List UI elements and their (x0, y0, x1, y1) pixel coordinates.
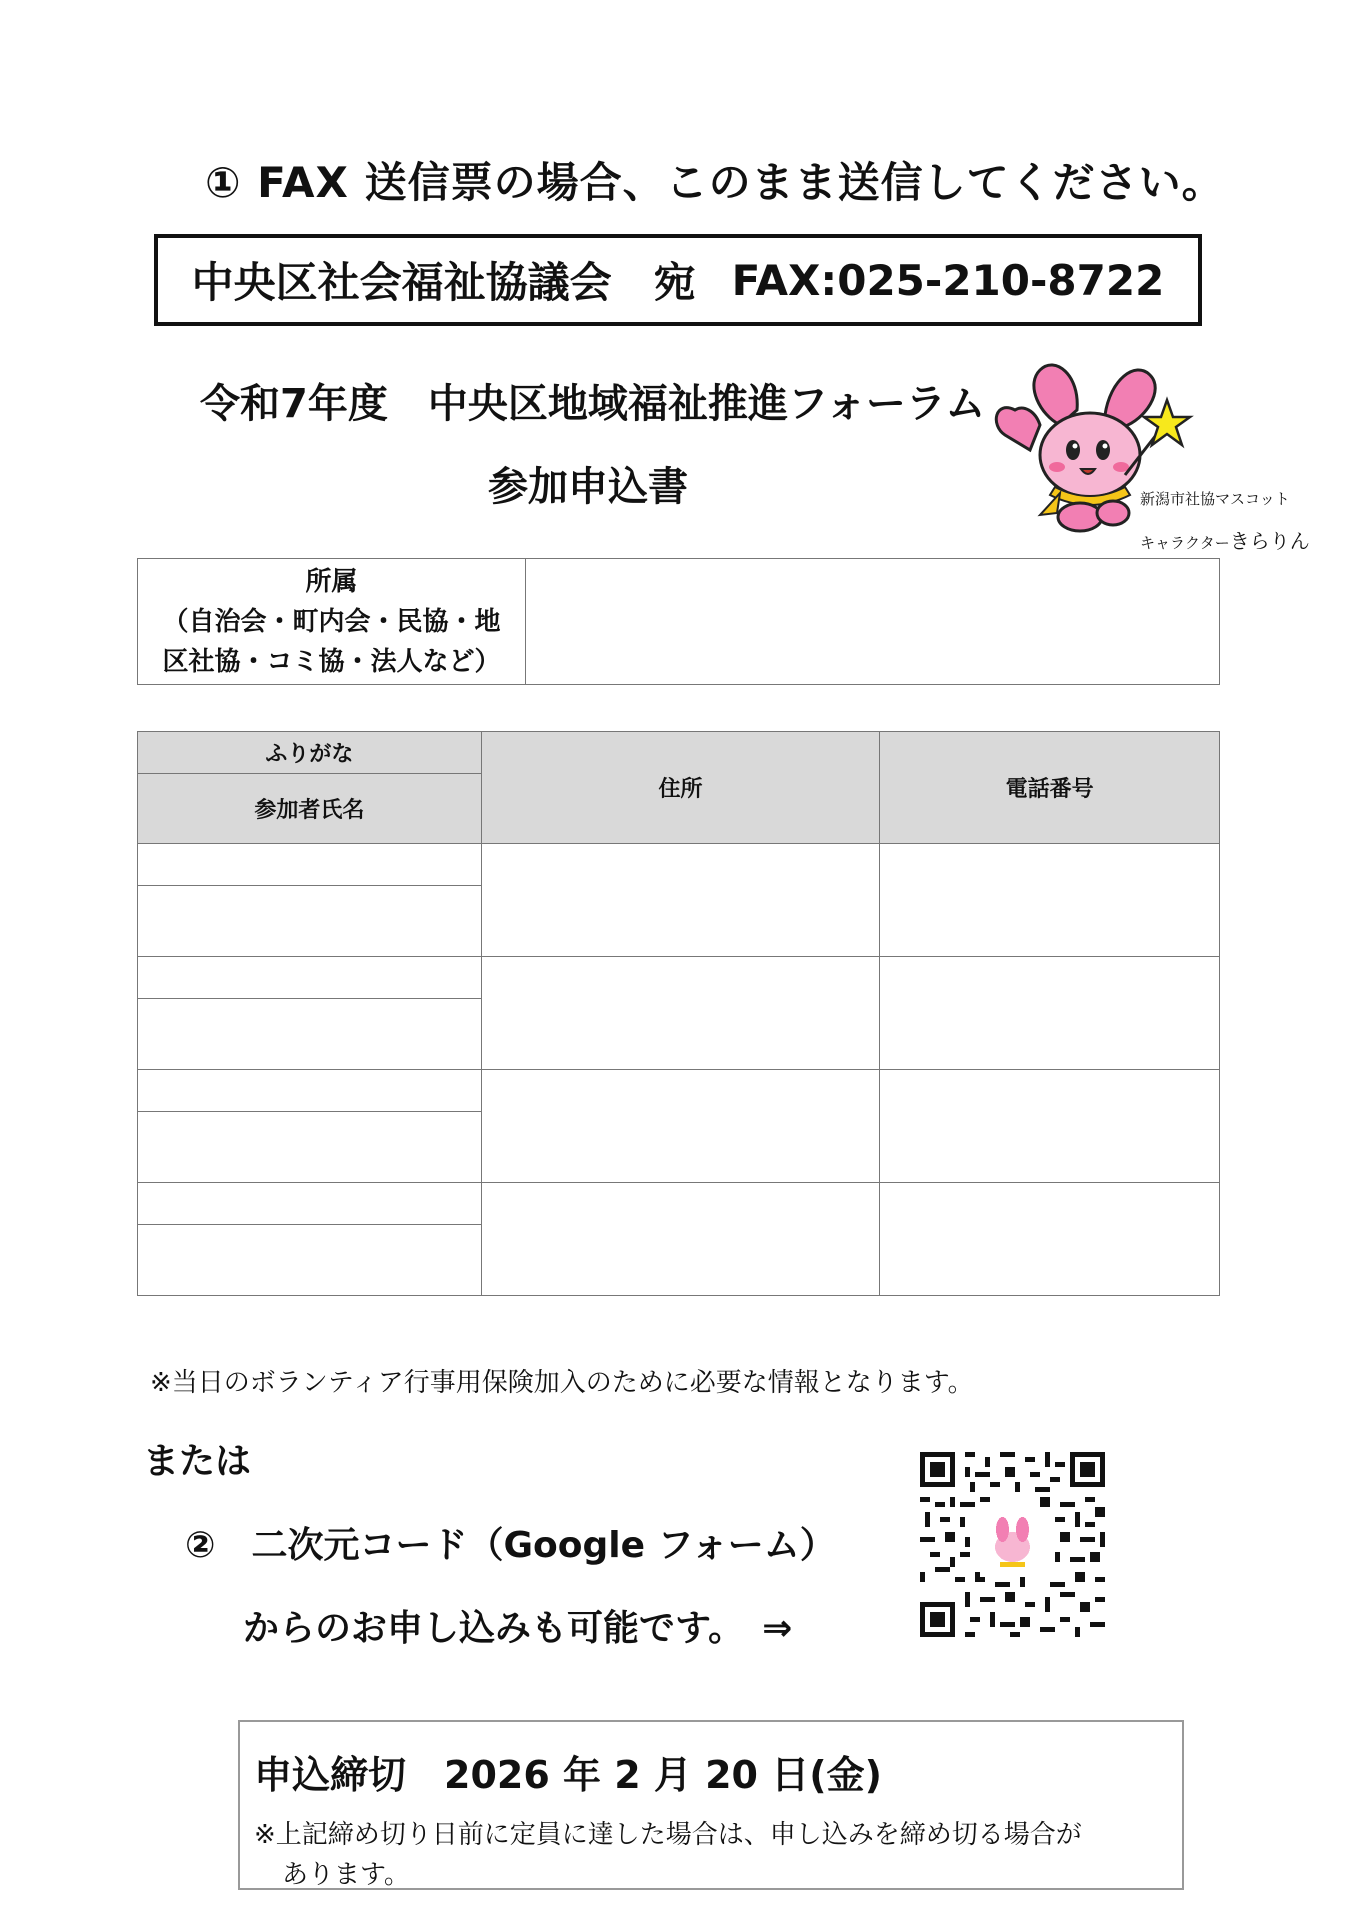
furigana-cell-4[interactable] (138, 1183, 482, 1225)
name-cell-1[interactable] (138, 886, 482, 957)
affiliation-input[interactable] (526, 559, 1220, 685)
fax-destination-box (154, 234, 1202, 326)
fax-recipient: 中央区社会福祉協議会 宛 (191, 258, 696, 307)
mascot-caption: 新潟市社協マスコット (1140, 490, 1290, 508)
mascot-caption-prefix: キャラクター (1140, 534, 1230, 552)
address-header: 住所 (481, 732, 880, 844)
deadline-box (238, 1720, 1184, 1890)
qr-instruction-line1: ② 二次元コード（Google フォーム） (185, 1525, 836, 1566)
affiliation-label (138, 559, 526, 685)
address-cell-4[interactable] (481, 1183, 880, 1296)
furigana-header: ふりがな (138, 732, 482, 774)
name-cell-3[interactable] (138, 1112, 482, 1183)
fax-number: FAX:025-210-8722 (731, 255, 1165, 305)
insurance-note: ※当日のボランティア行事用保険加入のために必要な情報となります。 (150, 1368, 974, 1398)
form-subtitle: 参加申込書 (488, 464, 688, 510)
participants-table (137, 731, 1220, 1296)
form-title: 令和7年度 中央区地域福祉推進フォーラム (200, 381, 986, 427)
affiliation-label-line2: （自治会・町内会・民協・地 (162, 606, 501, 637)
phone-cell-2[interactable] (880, 957, 1220, 1070)
name-cell-2[interactable] (138, 999, 482, 1070)
deadline-note-line1: ※上記締め切り日前に定員に達した場合は、申し込みを締め切る場合が (254, 1820, 1082, 1850)
address-cell-2[interactable] (481, 957, 880, 1070)
phone-cell-3[interactable] (880, 1070, 1220, 1183)
affiliation-label-line3: 区社協・コミ協・法人など） (162, 646, 501, 677)
name-cell-4[interactable] (138, 1225, 482, 1296)
furigana-cell-1[interactable] (138, 844, 482, 886)
deadline-title: 申込締切 2026 年 2 月 20 日(金) (254, 1753, 882, 1797)
mascot-name-caption (1140, 525, 1310, 554)
or-label: または (143, 1441, 252, 1482)
name-header: 参加者氏名 (138, 774, 482, 844)
qr-code-icon[interactable] (920, 1452, 1105, 1637)
affiliation-table (137, 558, 1220, 685)
address-cell-1[interactable] (481, 844, 880, 957)
qr-instruction-line2: からのお申し込みも可能です。 ⇒ (243, 1608, 793, 1649)
fax-instruction: ① FAX 送信票の場合、このまま送信してください。 (205, 158, 1225, 207)
furigana-cell-2[interactable] (138, 957, 482, 999)
phone-cell-4[interactable] (880, 1183, 1220, 1296)
phone-cell-1[interactable] (880, 844, 1220, 957)
mascot-name: きらりん (1229, 529, 1310, 553)
affiliation-label-line1: 所属 (305, 566, 358, 597)
phone-header: 電話番号 (880, 732, 1220, 844)
deadline-note-line2: あります。 (282, 1860, 410, 1890)
furigana-cell-3[interactable] (138, 1070, 482, 1112)
address-cell-3[interactable] (481, 1070, 880, 1183)
